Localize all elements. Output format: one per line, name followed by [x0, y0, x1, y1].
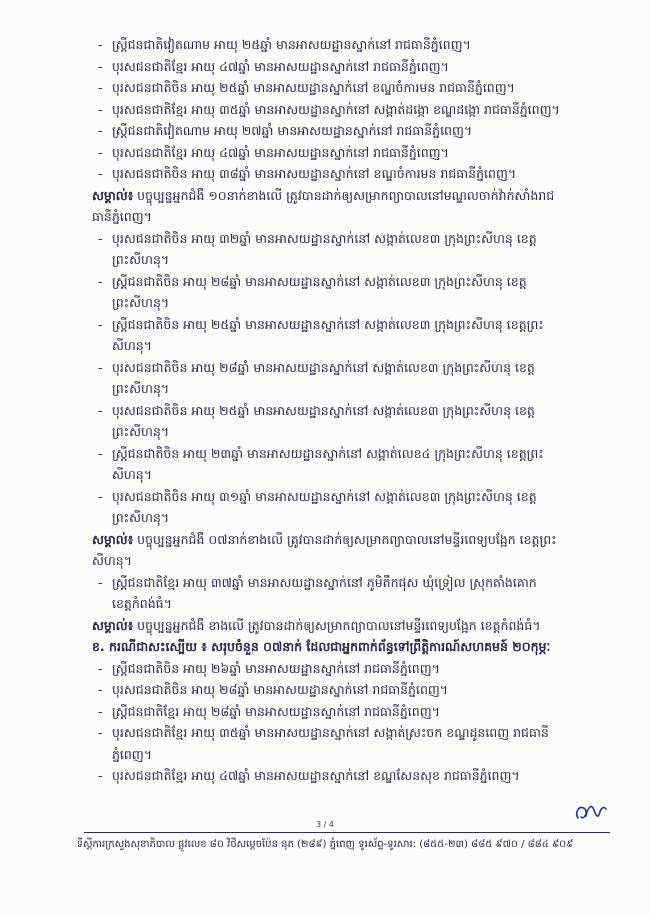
list-item: - បុរសជនជាតិខ្មែរ អាយុ ៤៧ឆ្នាំ មានអាសយដ្ឋានស្នាក់នៅ រាជធានីភ្នំពេញ។: [98, 58, 449, 74]
list-item: - បុរសជនជាតិចិន អាយុ ២៥ឆ្នាំ មានអាសយដ្ឋានស្នាក់នៅ ខណ្ឌចំការមន រាជធានីភ្នំពេញ។: [98, 80, 515, 95]
section-heading: ខ. ករណីជាសះស្បើយ ៖ សរុបចំនួន ០៧នាក់ ដែលជាអ្នកពាក់ព័ន្ធទៅព្រឹត្តិការណ៍សហគមន៍ ២០កុម្ភៈ: [92, 639, 551, 654]
list-item: - បុរសជនជាតិចិន អាយុ ៣២ឆ្នាំ មានអាសយដ្ឋានស្នាក់នៅ សង្កាត់លេខ៣ ក្រុងព្រះសីហនុ ខេត្ត: [98, 230, 537, 246]
list-item: - ស្ត្រីជនជាតិចិន អាយុ ២៦ឆ្នាំ មានអាសយដ្ឋានស្នាក់នៅ រាជធានីភ្នំពេញ។: [98, 660, 440, 676]
case-list-c: - ស្ត្រីជនជាតិខ្មែរ អាយុ ៣៧ឆ្នាំ មានអាសយដ្ឋានស្នាក់នៅ ភូមិតឹកផុស ឃុំទ្រៀល ស្រុកតាំងគោក ខេត្តកំពង់ធំ។: [92, 572, 612, 615]
list-item: - បុរសជនជាតិខ្មែរ អាយុ ៣៥ឆ្នាំ មានអាសយដ្ឋានស្នាក់នៅ សង្កាត់ដង្កោ ខណ្ឌដង្កោ រាជធានីភ្នំពេញ។: [98, 101, 560, 117]
document-body: [92, 34, 612, 787]
list-item: - ស្ត្រីជនជាតិវៀតណាម អាយុ ២៥ឆ្នាំ មានអាសយដ្ឋានស្នាក់នៅ រាជធានីភ្នំពេញ។: [98, 37, 471, 52]
list-item: - បុរសជនជាតិខ្មែរ អាយុ ៤៧ឆ្នាំ មានអាសយដ្ឋានស្នាក់នៅ ខណ្ឌសែនសុខ រាជធានីភ្នំពេញ។: [98, 768, 520, 783]
footer-divider: [84, 832, 610, 833]
list-item: - ស្ត្រីជនជាតិចិន អាយុ ២៣ឆ្នាំ មានអាសយដ្ឋានស្នាក់នៅ សង្កាត់លេខ៤ ក្រុងព្រះសីហនុ ខេត្តព្រះ: [98, 445, 544, 461]
list-item: - ស្ត្រីជនជាតិចិន អាយុ ២៨ឆ្នាំ មានអាសយដ្ឋានស្នាក់នៅ សង្កាត់លេខ៣ ក្រុងព្រះសីហនុ ខេត្ត: [98, 273, 527, 289]
note-label: សម្គាល់៖: [92, 531, 134, 547]
page-number: 3 / 4: [316, 820, 334, 829]
case-list-a: [92, 34, 612, 185]
list-item: - ស្ត្រីជនជាតិចិន អាយុ ២៥ឆ្នាំ មានអាសយដ្ឋានស្នាក់នៅ សង្កាត់លេខ៣ ក្រុងព្រះសីហនុ ខេត្តព្រះ: [98, 316, 544, 332]
list-item: - ស្ត្រីជនជាតិវៀតណាម អាយុ ២៧ឆ្នាំ មានអាសយដ្ឋានស្នាក់នៅ រាជធានីភ្នំពេញ។: [98, 123, 473, 138]
list-item: - ស្ត្រីជនជាតិខ្មែរ អាយុ ៣៧ឆ្នាំ មានអាសយដ្ឋានស្នាក់នៅ ភូមិតឹកផុស ឃុំទ្រៀល ស្រុកតាំងគោក: [98, 574, 537, 590]
note-paragraph: សម្គាល់៖ បច្ចុប្បន្នអ្នកជំងឺ ខាងលើ ត្រូវបានដាក់ឲ្យសម្រាកព្យាបាលនៅមន្ទីរពេទ្យបង្អែក ខេត្តកំពង់ធំ។: [92, 617, 541, 633]
case-list-b: - បុរសជនជាតិចិន អាយុ ៣២ឆ្នាំ មានអាសយដ្ឋានស្នាក់នៅ សង្កាត់លេខ៣ ក្រុងព្រះសីហនុ ខេត្ត ព្រះសីហនុ។ - ស្ត្រីជនជាតិចិន អាយុ ២៨ឆ្នាំ មានអាសយដ្ឋានស្នាក់នៅ សង្កាត់លេខ៣ ក្រុងព្រះសីហនុ ខេត្ត ព្រះសីហនុ។ - ស្ត្រីជនជាតិចិន អាយុ ២៥ឆ្នាំ មានអាសយដ្ឋានស្នាក់នៅ សង្កាត់លេខ៣ ក្រុងព្រះសីហនុ ខេត្តព្រះ សីហនុ។ - បុរសជនជាតិចិន អាយុ ២៨ឆ្នាំ មានអាសយដ្ឋានស្នាក់នៅ សង្កាត់លេខ៣ ក្រុងព្រះសីហនុ ខេត្ត ព្រះសីហនុ។ - បុរសជនជាតិចិន អាយុ ២៥ឆ្នាំ មានអាសយដ្ឋានស្នាក់នៅ សង្កាត់លេខ៣ ក្រុងព្រះសីហនុ ខេត្ត ព្រះសីហនុ។ - ស្ត្រីជនជាតិចិន អាយុ ២៣ឆ្នាំ មានអាសយដ្ឋានស្នាក់នៅ សង្កាត់លេខ៤ ក្រុងព្រះសីហនុ ខេត្តព្រះ សីហនុ។ - បុរសជនជាតិចិន អាយុ ៣១ឆ្នាំ មានអាសយដ្ឋានស្នាក់នៅ សង្កាត់លេខ៣ ក្រុងព្រះសីហនុ ខេត្ត ព្រះសីហនុ។: [92, 228, 612, 529]
list-item: - បុរសជនជាតិចិន អាយុ ៣១ឆ្នាំ មានអាសយដ្ឋានស្នាក់នៅ សង្កាត់លេខ៣ ក្រុងព្រះសីហនុ ខេត្ត: [98, 488, 537, 504]
note-paragraph: សម្គាល់៖ បច្ចុប្បន្នអ្នកជំងឺ ០៧នាក់ខាងលើ ត្រូវបានដាក់ឲ្យសម្រាកព្យាបាលនៅមន្ទីរពេទ្យបង្អែក ខេត្តព្រះ សីហនុ។: [92, 531, 557, 568]
note-label: សម្គាល់៖: [92, 187, 134, 203]
note-paragraph: សម្គាល់៖ បច្ចុប្បន្នអ្នកជំងឺ ១០នាក់ខាងលើ ត្រូវបានដាក់ឲ្យសម្រាកព្យាបាលនៅមណ្ឌលចាក់វ៉ាក់សាំងរាជ ធានីភ្នំពេញ។: [92, 187, 555, 224]
list-item: - បុរសជនជាតិចិន អាយុ ២៨ឆ្នាំ មានអាសយដ្ឋានស្នាក់នៅ សង្កាត់លេខ៣ ក្រុងព្រះសីហនុ ខេត្ត: [98, 359, 535, 375]
recovered-case-list: - ស្ត្រីជនជាតិចិន អាយុ ២៦ឆ្នាំ មានអាសយដ្ឋានស្នាក់នៅ រាជធានីភ្នំពេញ។ - បុរសជនជាតិចិន អាយុ ២៨ឆ្នាំ មានអាសយដ្ឋានស្នាក់នៅ រាជធានីភ្នំពេញ។ - ស្ត្រីជនជាតិខ្មែរ អាយុ ២៨ឆ្នាំ មានអាសយដ្ឋានស្នាក់នៅ រាជធានីភ្នំពេញ។ - បុរសជនជាតិខ្មែរ អាយុ ៣៥ឆ្នាំ មានអាសយដ្ឋានស្នាក់នៅ សង្កាត់ស្រះចក ខណ្ឌដូនពេញ រាជធានី ភ្នំពេញ។ - បុរសជនជាតិខ្មែរ អាយុ ៤៧ឆ្នាំ មានអាសយដ្ឋានស្នាក់នៅ ខណ្ឌសែនសុខ រាជធានីភ្នំពេញ។: [92, 658, 612, 787]
list-item: - បុរសជនជាតិចិន អាយុ ២៥ឆ្នាំ មានអាសយដ្ឋានស្នាក់នៅ សង្កាត់លេខ៣ ក្រុងព្រះសីហនុ ខេត្ត: [98, 402, 535, 418]
list-item: - បុរសជនជាតិចិន អាយុ ២៨ឆ្នាំ មានអាសយដ្ឋានស្នាក់នៅ រាជធានីភ្នំពេញ។: [98, 682, 449, 697]
list-item: - ស្ត្រីជនជាតិខ្មែរ អាយុ ២៨ឆ្នាំ មានអាសយដ្ឋានស្នាក់នៅ រាជធានីភ្នំពេញ។: [98, 703, 440, 719]
list-item: - បុរសជនជាតិចិន អាយុ ៣៨ឆ្នាំ មានអាសយដ្ឋានស្នាក់នៅ ខណ្ឌចំការមន រាជធានីភ្នំពេញ។: [98, 166, 517, 181]
list-item: - បុរសជនជាតិខ្មែរ អាយុ ៣៥ឆ្នាំ មានអាសយដ្ឋានស្នាក់នៅ សង្កាត់ស្រះចក ខណ្ឌដូនពេញ រាជធានី: [98, 725, 549, 740]
footer-address: ទីស្តីការក្រសួងសុខាភិបាល ផ្លូវលេខ ៨០ វិថីសម្តេចប៉ែន នុត (២៨៩) ភ្នំពេញ ទូរស័ព្ទ-ទូរសារ: (៨៥៥-២៣) ៨៨៥ ៩៧០ / ៨៨៤ ៩០៩: [76, 839, 574, 850]
note-label: សម្គាល់៖: [92, 617, 134, 633]
list-item: - បុរសជនជាតិខ្មែរ អាយុ ៤៧ឆ្នាំ មានអាសយដ្ឋានស្នាក់នៅ រាជធានីភ្នំពេញ។: [98, 144, 449, 160]
